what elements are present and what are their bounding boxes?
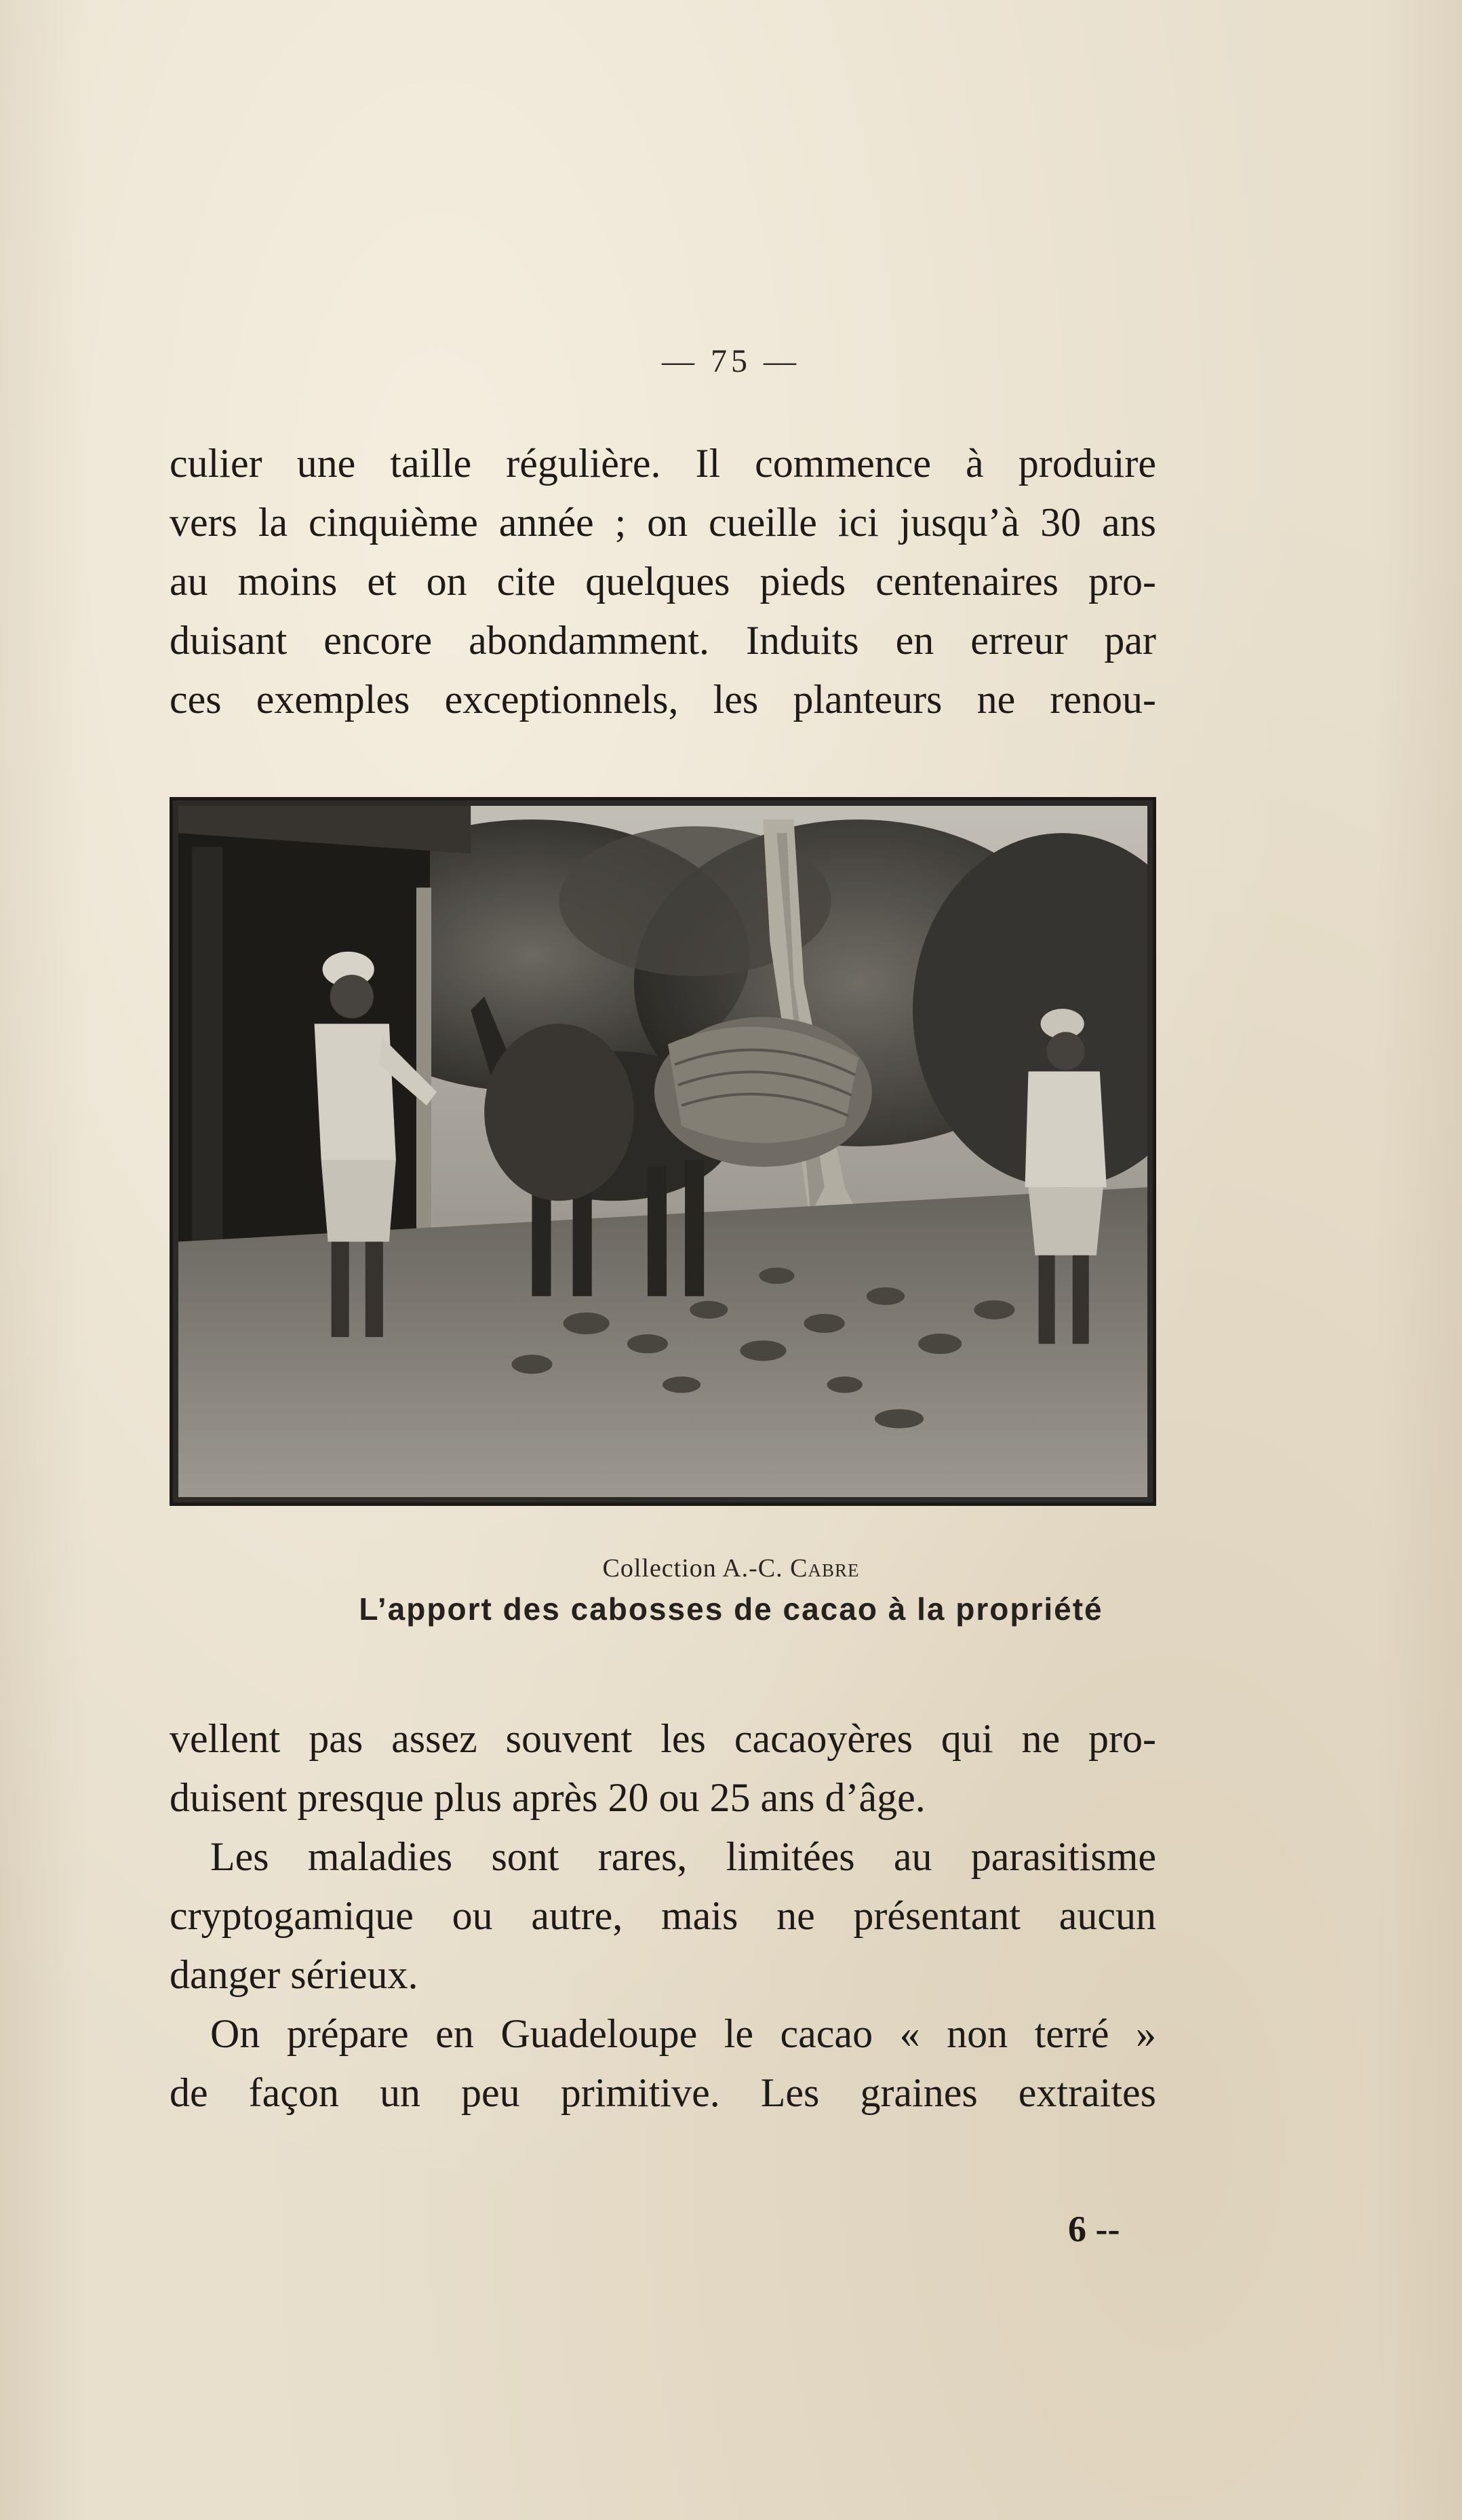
credit-prefix: Collection A.-C. xyxy=(602,1554,783,1583)
text-line: de façon un peu primitive. Les graines extraites xyxy=(170,2070,1156,2115)
paragraph-top xyxy=(170,434,1156,729)
page-number: — 75 — xyxy=(662,343,800,379)
text-line: danger sérieux. xyxy=(170,1952,418,1997)
credit-name: Cabre xyxy=(790,1554,860,1583)
paragraph-bottom xyxy=(170,1709,1156,2122)
photo-illustration xyxy=(178,806,1147,1497)
text-line: duisant encore abondamment. Induits en erreur par xyxy=(170,618,1156,663)
photograph xyxy=(170,797,1156,1506)
text-line: culier une taille régulière. Il commence à produire xyxy=(170,441,1156,486)
text-line: vellent pas assez souvent les cacaoyères qui ne pro- xyxy=(170,1716,1156,1761)
photo-credit xyxy=(0,1553,1462,1583)
text-line: cryptogamique ou autre, mais ne présentant aucun xyxy=(170,1893,1156,1938)
text-line: On prépare en Guadeloupe le cacao « non terré » xyxy=(210,2011,1156,2056)
text-line: ces exemples exceptionnels, les planteurs ne renou- xyxy=(170,677,1156,722)
photo-caption: L’apport des cabosses de cacao à la propriété xyxy=(359,1591,1103,1627)
text-line: Les maladies sont rares, limitées au parasitisme xyxy=(210,1834,1156,1879)
signature-mark: 6 -- xyxy=(1068,2209,1120,2249)
text-line: au moins et on cite quelques pieds centenaires pro- xyxy=(170,559,1156,604)
text-line: duisent presque plus après 20 ou 25 ans d’âge. xyxy=(170,1775,926,1820)
text-line: vers la cinquième année ; on cueille ici jusqu’à 30 ans xyxy=(170,500,1156,545)
